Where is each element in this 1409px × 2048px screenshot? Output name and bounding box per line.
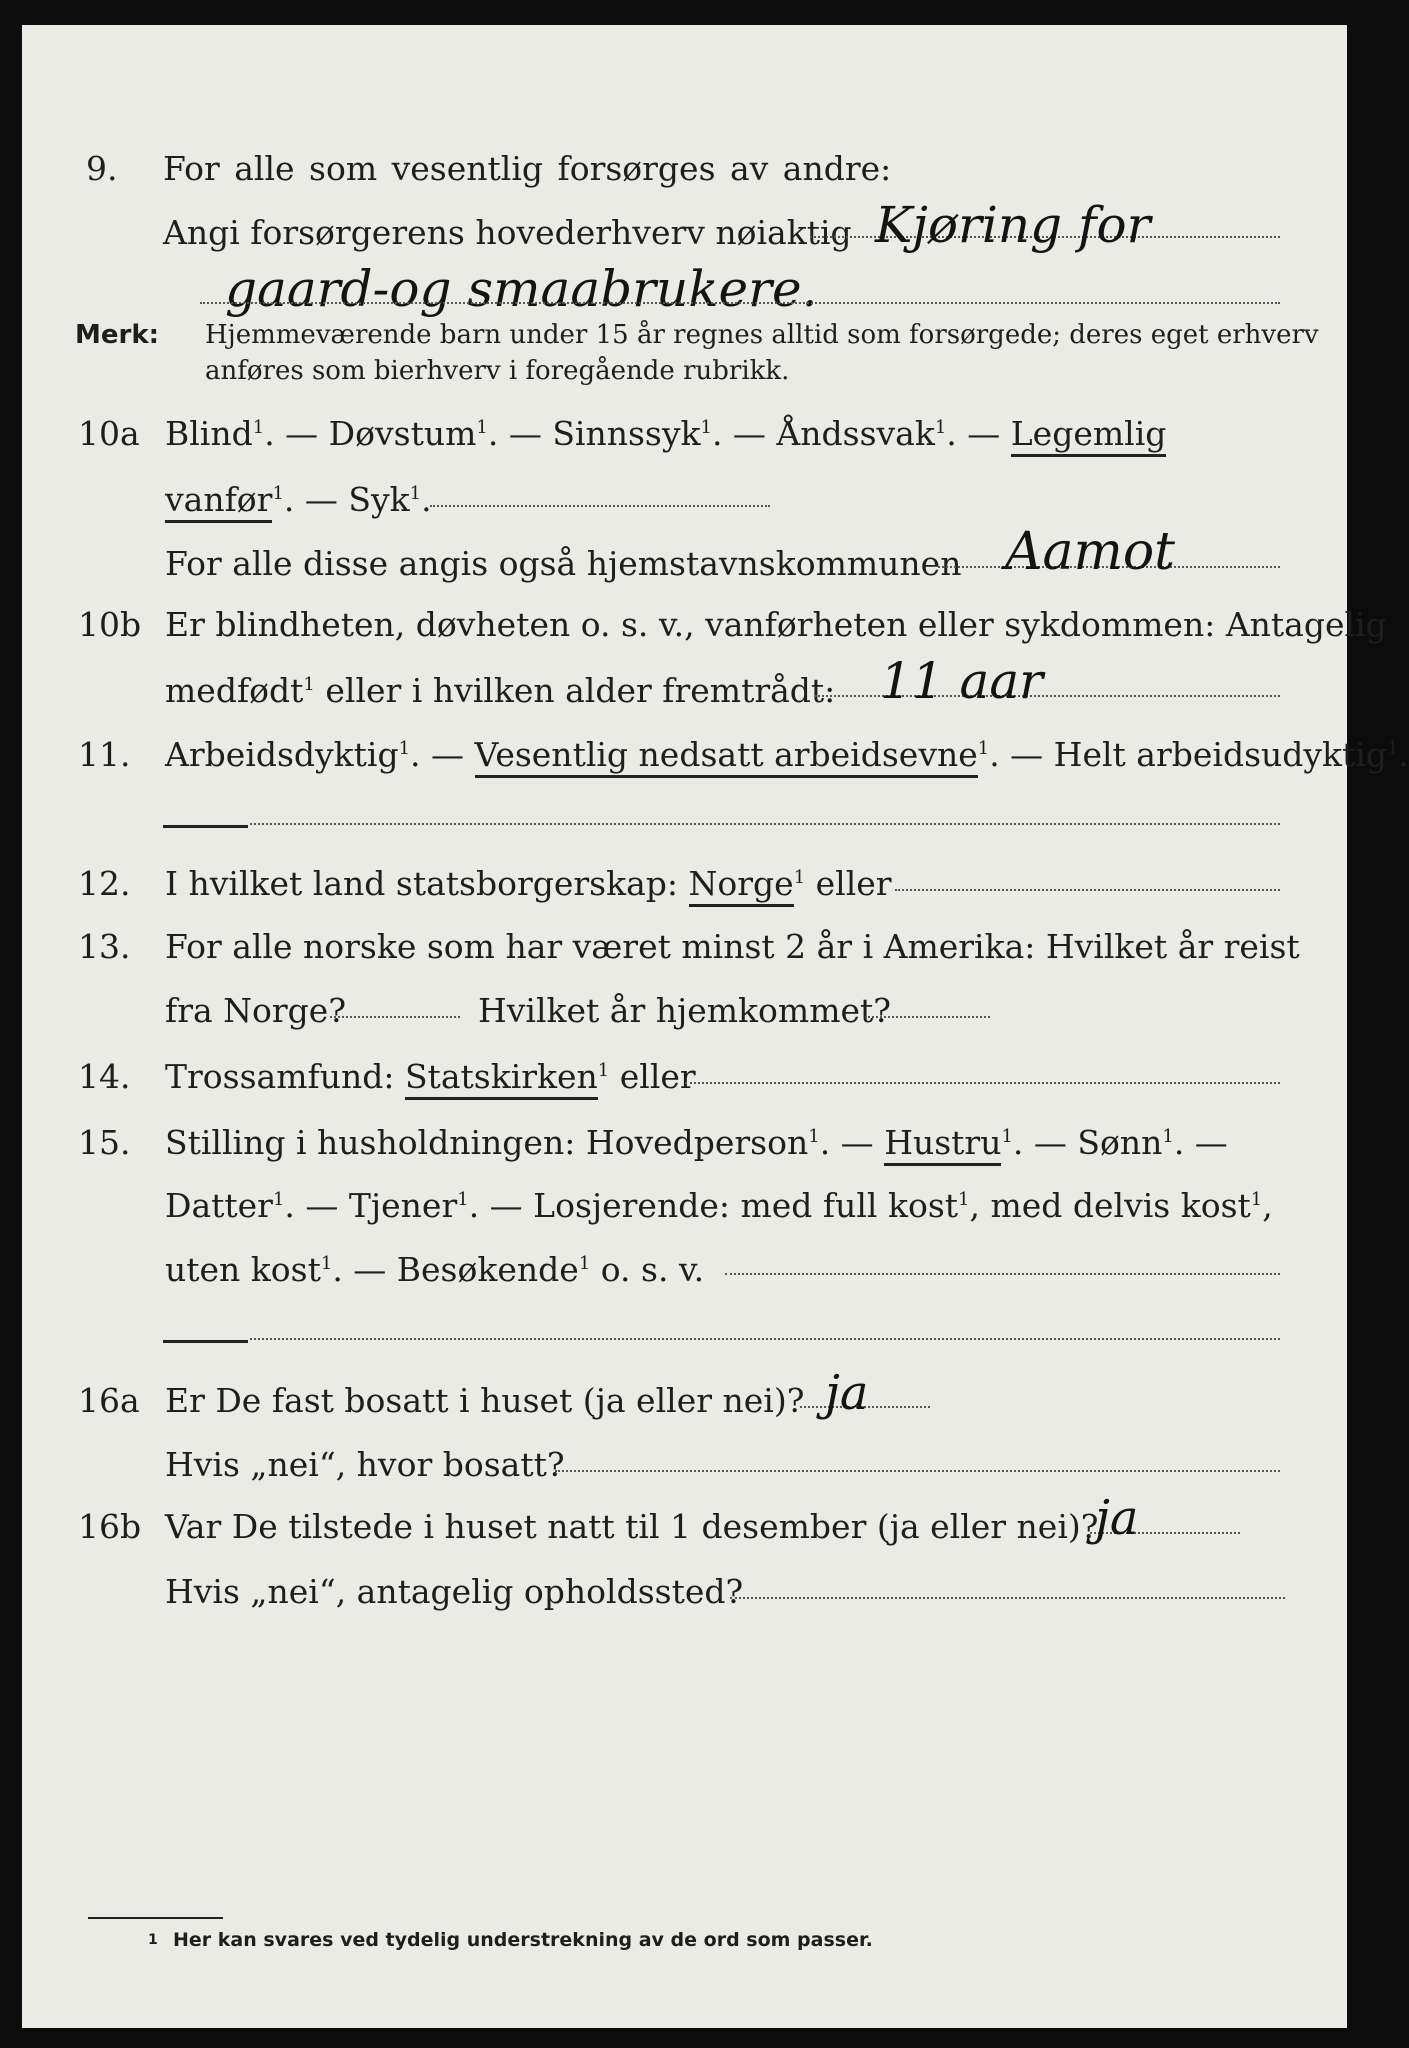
q13-number: 13.	[78, 927, 131, 966]
q9-handwritten-answer-2: gaard-og smaabrukere.	[225, 260, 818, 318]
q15-short-rule	[163, 1340, 248, 1343]
q9-handwritten-answer-1: Kjøring for	[875, 196, 1151, 254]
q9-number: 9.	[86, 149, 118, 188]
q15-extra-line	[250, 1338, 1280, 1340]
q16b-line1: Var De tilstede i huset natt til 1 desember (ja eller nei)?	[165, 1507, 1099, 1546]
q16b-line2: Hvis „nei“, antagelig opholdssted?	[165, 1572, 744, 1611]
norge-underlined: Norge	[689, 864, 794, 907]
q11-short-rule	[163, 825, 248, 828]
q12-line: I hvilket land statsborgerskap: Norge$^1$ eller	[165, 867, 892, 900]
q16a-number: 16a	[78, 1381, 140, 1420]
merk-line1: Hjemmeværende barn under 15 år regnes alltid som forsørgede; deres eget erhverv	[205, 320, 1319, 350]
q10b-handwritten-answer: 11 aar	[880, 652, 1044, 710]
q13-line2a: fra Norge?	[165, 991, 347, 1030]
q14-answer-line	[685, 1082, 1280, 1084]
q10b-number: 10b	[78, 605, 142, 644]
q12-number: 12.	[78, 864, 131, 903]
merk-line2: anføres som bierhverv i foregående rubrikk.	[205, 356, 790, 386]
q16b-opholdssted-line	[730, 1597, 1285, 1599]
q9-line2: Angi forsørgerens hovederhverv nøiaktig	[163, 213, 852, 252]
q9-line1: For alle som vesentlig forsørges av andre:	[163, 149, 892, 188]
q15-line2: Datter$^1$. — Tjener$^1$. — Losjerende: med full kost$^1$, med delvis kost$^1$,	[165, 1186, 1273, 1225]
q10a-handwritten-answer: Aamot	[1005, 522, 1176, 582]
q16a-handwritten-answer: ja	[825, 1365, 869, 1421]
q15-line3: uten kost$^1$. — Besøkende$^1$ o. s. v.	[165, 1250, 705, 1289]
q14-line: Trossamfund: Statskirken$^1$ eller	[165, 1060, 696, 1093]
q9-answer-line-2	[200, 302, 1280, 304]
q11-number: 11.	[78, 735, 131, 774]
q10a-number: 10a	[78, 414, 140, 453]
q10a-line2-dots	[430, 505, 770, 507]
q16b-number: 16b	[78, 1507, 142, 1546]
vesentlig-nedsatt-underlined: Vesentlig nedsatt arbeidsevne	[475, 735, 978, 778]
footnote-text: Her kan svares ved tydelig understrekning av de ord som passer.	[173, 1929, 873, 1951]
q16a-line2: Hvis „nei“, hvor bosatt?	[165, 1445, 565, 1484]
q13-reist-line	[330, 1016, 460, 1018]
statskirken-underlined: Statskirken	[405, 1057, 598, 1100]
q13-line2b: Hvilket år hjemkommet?	[478, 991, 891, 1030]
q16b-handwritten-answer: ja	[1095, 1490, 1139, 1546]
q10a-line2: vanfør$^1$. — Syk$^1$.	[165, 483, 432, 516]
footnote-rule	[88, 1917, 223, 1919]
q10b-line2: medfødt$^1$ eller i hvilken alder fremtrådt:	[165, 671, 836, 710]
hustru-underlined: Hustru	[884, 1123, 1001, 1166]
q13-hjemkommet-line	[865, 1016, 990, 1018]
q11-line: Arbeidsdyktig$^1$. — Vesentlig nedsatt arbeidsevne$^1$. — Helt arbeidsudyktig$^1$.	[165, 738, 1409, 771]
q15-number: 15.	[78, 1123, 131, 1162]
q16a-line1: Er De fast bosatt i huset (ja eller nei)?	[165, 1381, 805, 1420]
q10b-line1: Er blindheten, døvheten o. s. v., vanførheten eller sykdommen: Antagelig	[165, 605, 1387, 644]
merk-label: Merk:	[75, 320, 160, 350]
q15-line1: Stilling i husholdningen: Hovedperson$^1$. — Hustru$^1$. — Sønn$^1$. —	[165, 1126, 1228, 1159]
q10a-line1: Blind$^1$. — Døvstum$^1$. — Sinnssyk$^1$. — Åndssvak$^1$. — Legemlig	[165, 417, 1166, 450]
q16a-bosatt-line	[555, 1470, 1280, 1472]
q13-line1: For alle norske som har været minst 2 år i Amerika: Hvilket år reist	[165, 927, 1300, 966]
q10a-line3: For alle disse angis også hjemstavnskommunen	[165, 544, 962, 583]
legemlig-underlined: Legemlig	[1011, 414, 1167, 457]
q14-number: 14.	[78, 1057, 131, 1096]
vanfor-underlined: vanfør	[165, 480, 272, 523]
q12-answer-line	[895, 889, 1280, 891]
q11-extra-line	[250, 823, 1280, 825]
footnote-mark: 1	[148, 1932, 158, 1948]
q15-answer-line	[725, 1273, 1280, 1275]
